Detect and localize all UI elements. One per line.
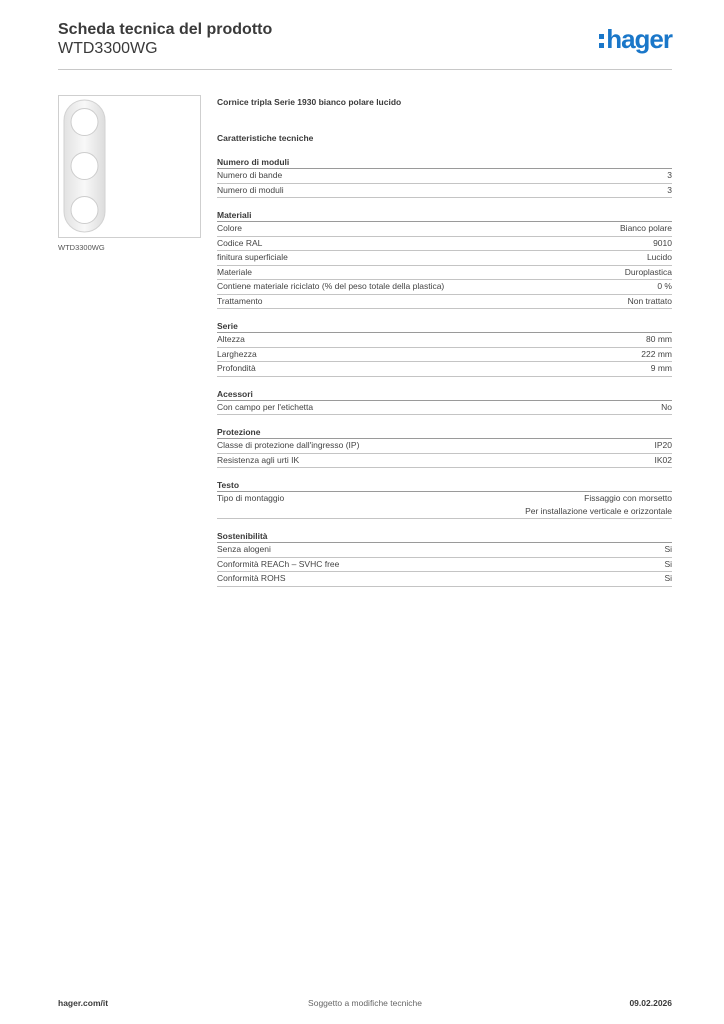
spec-value-line: 222 mm <box>641 348 672 359</box>
footer-website: hager.com/it <box>58 998 109 1008</box>
spec-label: Profondità <box>217 363 256 373</box>
spec-value-line: IK02 <box>654 454 672 465</box>
page-header <box>58 20 672 70</box>
section-heading: Caratteristiche tecniche <box>217 133 314 143</box>
spec-value <box>655 454 673 467</box>
group-title: Testo <box>217 478 672 492</box>
spec-value-line: 3 <box>667 170 672 180</box>
spec-value-line: Non trattato <box>627 295 672 306</box>
product-name: Cornice tripla Serie 1930 bianco polare lucido <box>217 97 402 107</box>
footer-date: 09.02.2026 <box>629 998 672 1008</box>
spec-value <box>667 184 672 197</box>
spec-row <box>217 362 672 377</box>
spec-value-line: Fissaggio con morsetto <box>584 493 672 503</box>
spec-group <box>217 208 672 309</box>
spec-label: Classe di protezione dall'ingresso (IP) <box>217 440 360 450</box>
page-footer <box>58 998 672 1012</box>
spec-row <box>217 280 672 295</box>
group-title: Materiali <box>217 208 672 222</box>
spec-value <box>657 280 672 293</box>
frame-illustration <box>59 96 200 237</box>
spec-row <box>217 237 672 252</box>
frame-hole-top <box>71 109 98 136</box>
spec-row <box>217 222 672 237</box>
spec-value <box>653 237 672 250</box>
spec-row <box>217 572 672 587</box>
group-title: Protezione <box>217 425 672 439</box>
spec-value-line: IP20 <box>654 440 672 450</box>
spec-value <box>664 558 672 571</box>
frame-hole-middle <box>71 153 98 180</box>
spec-value-line: Per installazione verticale e orizzontale <box>525 505 672 516</box>
product-code: WTD3300WG <box>58 40 158 57</box>
spec-value-line: Si <box>664 573 672 583</box>
spec-value <box>661 401 672 414</box>
group-title: Serie <box>217 319 672 333</box>
spec-value <box>525 492 672 517</box>
spec-row <box>217 543 672 558</box>
spec-value <box>625 266 672 279</box>
spec-group <box>217 425 672 468</box>
spec-group <box>217 319 672 377</box>
spec-value <box>646 333 672 346</box>
spec-label: Numero di bande <box>217 170 283 180</box>
spec-label: Codice RAL <box>217 237 263 248</box>
spec-label: Resistenza agli urti IK <box>217 454 300 465</box>
spec-label: Conformità REACh – SVHC free <box>217 558 340 569</box>
spec-row <box>217 348 672 363</box>
spec-group <box>217 155 672 198</box>
spec-value <box>620 222 672 235</box>
spec-value <box>647 251 672 264</box>
spec-value-line: Duroplastica <box>624 266 672 277</box>
spec-row <box>217 401 672 416</box>
spec-row <box>217 492 672 519</box>
spec-label: Colore <box>217 223 243 233</box>
image-caption: WTD3300WG <box>58 243 105 252</box>
spec-value-line: Lucido <box>646 252 672 262</box>
spec-value-line: No <box>661 401 672 412</box>
spec-group <box>217 529 672 587</box>
group-title: Numero di moduli <box>217 155 672 169</box>
spec-value <box>664 543 672 556</box>
spec-value-line: 80 mm <box>646 334 672 344</box>
spec-value <box>651 362 672 375</box>
spec-value <box>641 348 672 361</box>
spec-value <box>655 439 673 452</box>
spec-label: Altezza <box>217 334 245 344</box>
spec-group <box>217 387 672 416</box>
spec-row <box>217 558 672 573</box>
spec-groups <box>217 155 672 587</box>
spec-value-line: 9 mm <box>650 363 672 373</box>
spec-row <box>217 266 672 281</box>
spec-label: Tipo di montaggio <box>217 493 285 503</box>
spec-label: Materiale <box>217 266 252 277</box>
spec-label: Conformità ROHS <box>217 573 286 583</box>
spec-label: Contiene materiale riciclato (% del peso totale della plastica) <box>217 281 445 291</box>
spec-row <box>217 251 672 266</box>
logo-colon-icon <box>599 34 604 48</box>
spec-row <box>217 454 672 469</box>
spec-content <box>217 95 672 587</box>
spec-row <box>217 169 672 184</box>
product-image <box>58 95 201 238</box>
spec-label: Con campo per l'etichetta <box>217 401 314 412</box>
group-title: Sostenibilità <box>217 529 672 543</box>
spec-row <box>217 333 672 348</box>
spec-label: Larghezza <box>217 348 257 359</box>
spec-value-line: Bianco polare <box>620 223 672 233</box>
spec-row <box>217 295 672 310</box>
spec-label: finitura superficiale <box>217 252 288 262</box>
spec-label: Trattamento <box>217 295 263 306</box>
document-title: Scheda tecnica del prodotto <box>58 21 273 38</box>
footer-notice: Soggetto a modifiche tecniche <box>308 998 422 1008</box>
spec-value-line: Si <box>664 544 672 554</box>
spec-row <box>217 184 672 199</box>
spec-value-line: 9010 <box>653 237 672 248</box>
spec-value-line: Si <box>664 558 672 569</box>
logo-text: hager <box>606 24 672 54</box>
spec-value-line: 0 % <box>657 281 672 291</box>
spec-value <box>667 169 672 182</box>
spec-value-line: 3 <box>667 184 672 195</box>
group-title: Acessori <box>217 387 672 401</box>
hager-logo <box>599 26 672 56</box>
spec-group <box>217 478 672 519</box>
spec-row <box>217 439 672 454</box>
spec-value <box>628 295 672 308</box>
spec-value <box>664 572 672 585</box>
spec-label: Senza alogeni <box>217 544 271 554</box>
spec-label: Numero di moduli <box>217 184 284 195</box>
frame-hole-bottom <box>71 197 98 224</box>
